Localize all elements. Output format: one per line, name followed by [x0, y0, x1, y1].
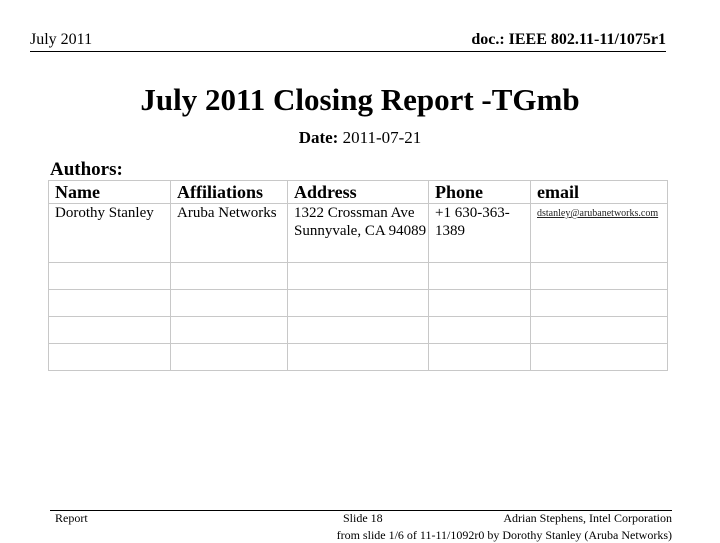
empty-cell: [171, 290, 288, 317]
authors-table: [48, 180, 668, 371]
empty-cell: [531, 290, 668, 317]
date-line: [0, 128, 720, 148]
header-rule: [30, 51, 666, 52]
cell-address: 1322 Crossman Ave Sunnyvale, CA 94089: [288, 204, 429, 263]
table-header-row: [49, 181, 668, 204]
empty-cell: [531, 263, 668, 290]
empty-cell: [288, 263, 429, 290]
cell-affiliation: Aruba Networks: [171, 204, 288, 263]
header-doc-id: doc.: IEEE 802.11-11/1075r1: [471, 31, 666, 48]
slide-title: July 2011 Closing Report -TGmb: [140, 82, 580, 117]
cell-name: Dorothy Stanley: [49, 204, 171, 263]
date-value: 2011-07-21: [338, 128, 422, 147]
table-row-empty: [49, 344, 668, 371]
empty-cell: [171, 263, 288, 290]
date-label: Date:: [298, 128, 339, 147]
empty-cell: [429, 263, 531, 290]
footer-source: from slide 1/6 of 11-11/1092r0 by Dorothy Stanley (Aruba Networks): [336, 528, 672, 542]
header-date: July 2011: [30, 31, 93, 48]
empty-cell: [429, 317, 531, 344]
empty-cell: [49, 317, 171, 344]
cell-email-link[interactable]: dstanley@arubanetworks.com: [531, 204, 668, 263]
table-row-empty: [49, 290, 668, 317]
empty-cell: [429, 344, 531, 371]
cell-phone: +1 630-363-1389: [429, 204, 531, 263]
table-row-empty: [49, 263, 668, 290]
col-header-address: Address: [288, 181, 429, 204]
empty-cell: [288, 344, 429, 371]
empty-cell: [49, 290, 171, 317]
footer-author: Adrian Stephens, Intel Corporation: [503, 511, 672, 525]
col-header-email: email: [531, 181, 668, 204]
table-row: [49, 204, 668, 263]
col-header-affiliations: Affiliations: [171, 181, 288, 204]
col-header-phone: Phone: [429, 181, 531, 204]
empty-cell: [49, 344, 171, 371]
empty-cell: [429, 290, 531, 317]
footer-slide-number: Slide 18: [343, 511, 383, 525]
table-row-empty: [49, 317, 668, 344]
footer-report: Report: [55, 511, 88, 525]
empty-cell: [531, 317, 668, 344]
empty-cell: [171, 344, 288, 371]
empty-cell: [171, 317, 288, 344]
empty-cell: [531, 344, 668, 371]
authors-label: Authors:: [50, 159, 123, 180]
empty-cell: [49, 263, 171, 290]
empty-cell: [288, 290, 429, 317]
col-header-name: Name: [49, 181, 171, 204]
empty-cell: [288, 317, 429, 344]
